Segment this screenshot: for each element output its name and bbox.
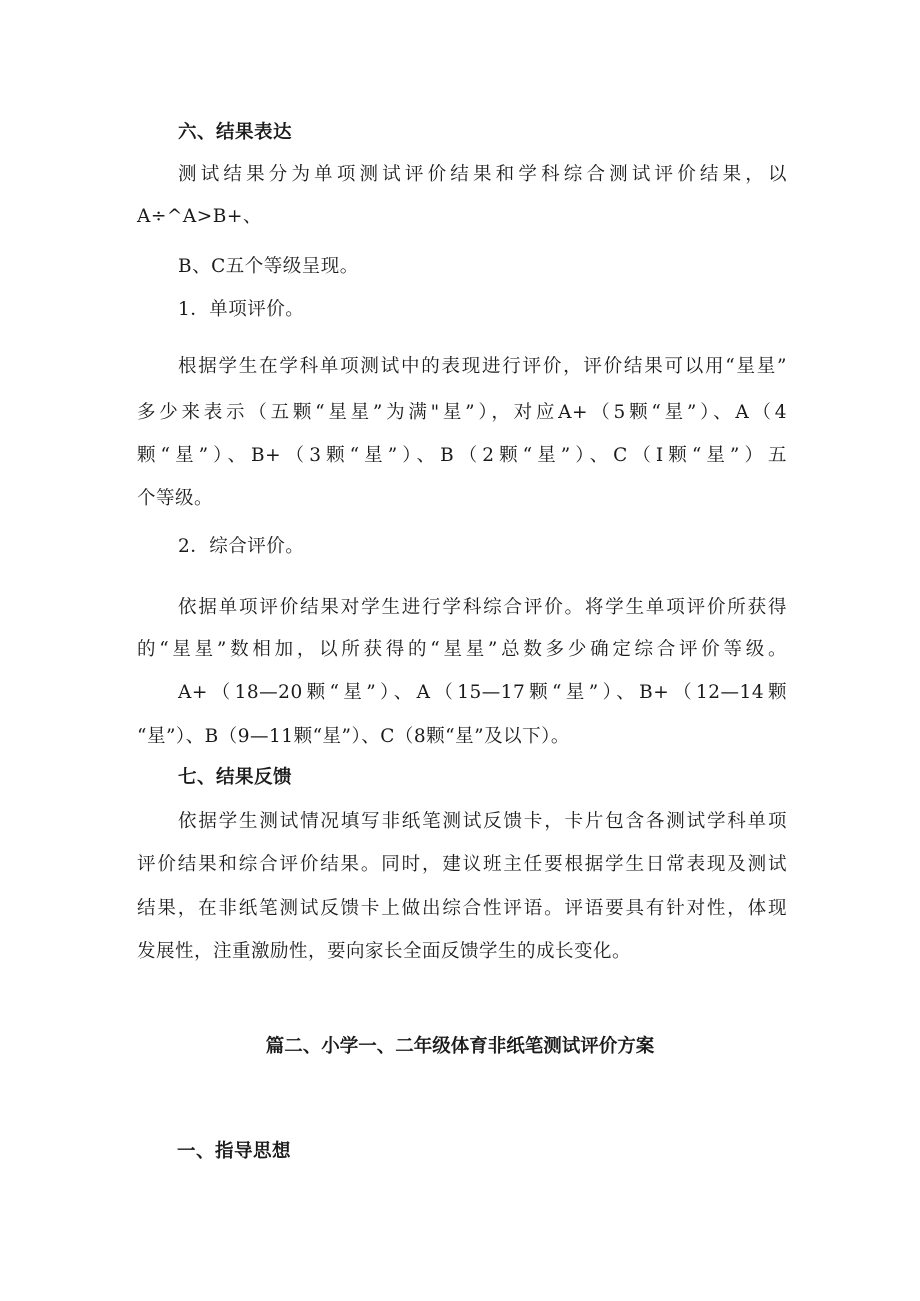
item-1-line-2: 多少来表示（五颗“星星”为满"星”），对应A+（5颗“星”）、A（4 [137, 402, 787, 423]
section-6-paragraph-line-2: A÷^A>B+、 [137, 206, 262, 227]
section-6-levels-line: B、C五个等级呈现。 [178, 256, 359, 277]
item-2-line-3: A+（18—20颗“星”）、A（15—17颗“星”）、B+（12—14颗 [178, 682, 787, 703]
section-7-line-1: 依据学生测试情况填写非纸笔测试反馈卡，卡片包含各测试学科单项 [178, 811, 787, 832]
item-1-line-3: 颗“星”）、B+（3颗“星”）、B（2颗“星”）、C（I颗“星”）五 [137, 445, 787, 466]
section-7-line-2: 评价结果和综合评价结果。同时，建议班主任要根据学生日常表现及测试 [137, 854, 787, 875]
section-6-paragraph-line-1: 测试结果分为单项测试评价结果和学科综合测试评价结果，以 [178, 164, 787, 185]
item-1-line-1: 根据学生在学科单项测试中的表现进行评价，评价结果可以用“星星” [178, 356, 787, 377]
item-1-line-4: 个等级。 [137, 488, 214, 509]
item-2-line-2: 的“星星”数相加，以所获得的“星星”总数多少确定综合评价等级。 [137, 639, 787, 660]
section-7-heading: 七、结果反馈 [178, 767, 293, 788]
section-7-line-3: 结果，在非纸笔测试反馈卡上做出综合性评语。评语要具有针对性，体现 [137, 898, 787, 919]
part-2-section-1-heading: 一、指导思想 [177, 1141, 292, 1162]
item-2-heading: 2．综合评价。 [178, 536, 305, 557]
item-2-line-1: 依据单项评价结果对学生进行学科综合评价。将学生单项评价所获得 [178, 597, 787, 618]
section-7-line-4: 发展性，注重激励性，要向家长全面反馈学生的成长变化。 [137, 941, 632, 962]
item-2-line-4: “星”）、B（9—11颗“星”）、C（8颗“星”及以下）。 [137, 726, 570, 747]
part-2-title: 篇二、小学一、二年级体育非纸笔测试评价方案 [265, 1036, 655, 1057]
item-1-heading: 1．单项评价。 [178, 299, 305, 320]
section-6-heading: 六、结果表达 [178, 122, 293, 143]
